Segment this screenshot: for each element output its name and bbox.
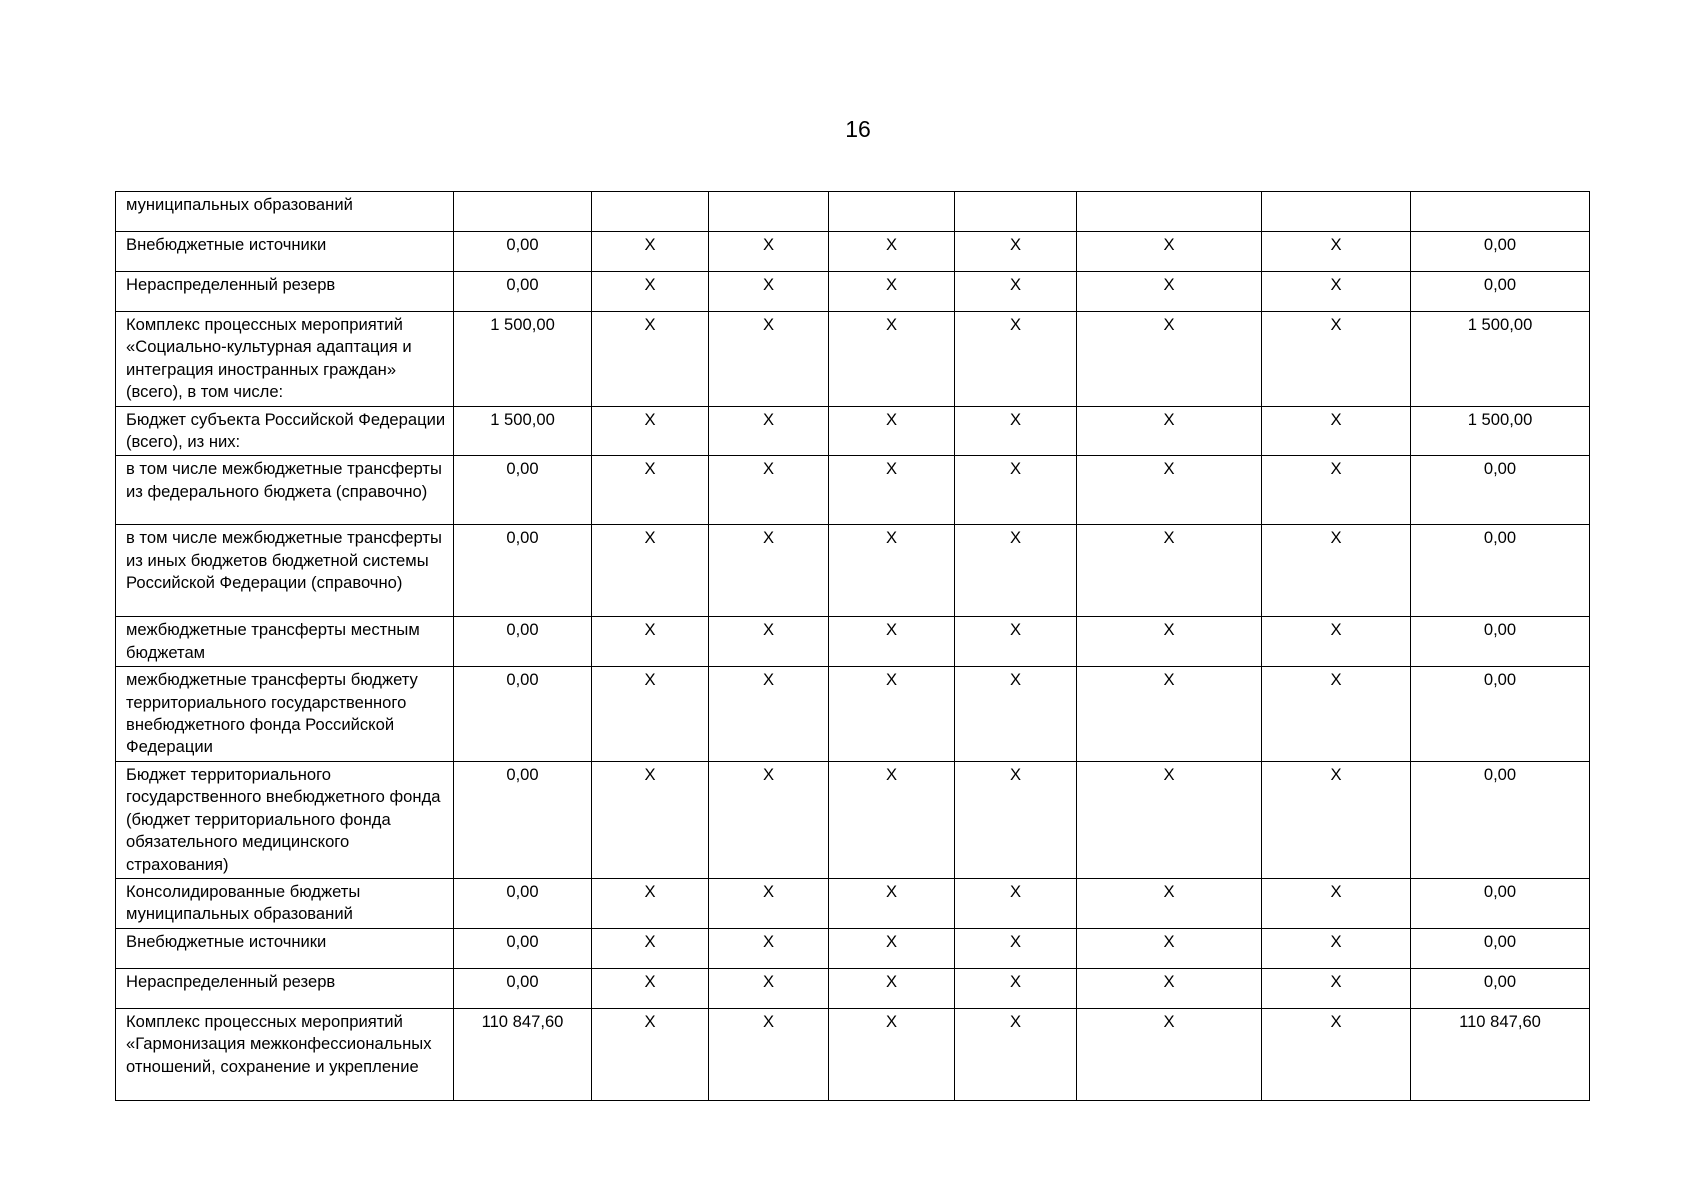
mark-cell: X xyxy=(592,928,709,968)
table-row xyxy=(116,232,1590,272)
mark-cell xyxy=(1262,192,1411,232)
mark-cell: X xyxy=(955,456,1077,525)
mark-cell: X xyxy=(709,928,829,968)
table-row xyxy=(116,456,1590,525)
mark-cell: X xyxy=(1077,312,1262,407)
total-value-cell: 1 500,00 xyxy=(454,406,592,456)
mark-cell: X xyxy=(709,232,829,272)
mark-cell: X xyxy=(1077,406,1262,456)
mark-cell: X xyxy=(592,272,709,312)
mark-cell: X xyxy=(955,272,1077,312)
mark-cell: X xyxy=(829,928,955,968)
table-row xyxy=(116,878,1590,928)
mark-cell: X xyxy=(709,878,829,928)
result-value-cell: 1 500,00 xyxy=(1411,312,1590,407)
budget-table xyxy=(115,191,1590,1101)
mark-cell: X xyxy=(1077,667,1262,762)
row-label-cell: в том числе межбюджетные трансферты из федерального бюджета (справочно) xyxy=(116,456,454,525)
mark-cell: X xyxy=(709,761,829,878)
mark-cell: X xyxy=(829,456,955,525)
mark-cell: X xyxy=(1262,667,1411,762)
mark-cell: X xyxy=(709,1008,829,1100)
mark-cell: X xyxy=(1262,878,1411,928)
row-label-cell: в том числе межбюджетные трансферты из иных бюджетов бюджетной системы Российской Федерации (справочно) xyxy=(116,525,454,617)
row-label-cell: Нераспределенный резерв xyxy=(116,968,454,1008)
mark-cell: X xyxy=(592,232,709,272)
row-label-cell: Бюджет территориального государственного внебюджетного фонда (бюджет территориального фонда обязательного медицинского страхования) xyxy=(116,761,454,878)
row-label-cell: Комплекс процессных мероприятий «Гармонизация межконфессиональных отношений, сохранение и укрепление xyxy=(116,1008,454,1100)
mark-cell: X xyxy=(1262,456,1411,525)
mark-cell: X xyxy=(1262,928,1411,968)
mark-cell xyxy=(592,192,709,232)
row-label-cell: муниципальных образований xyxy=(116,192,454,232)
row-label-cell: Нераспределенный резерв xyxy=(116,272,454,312)
row-label-cell: межбюджетные трансферты местным бюджетам xyxy=(116,617,454,667)
result-value-cell: 0,00 xyxy=(1411,968,1590,1008)
mark-cell: X xyxy=(829,232,955,272)
mark-cell xyxy=(829,192,955,232)
mark-cell: X xyxy=(829,1008,955,1100)
mark-cell: X xyxy=(829,312,955,407)
table-row xyxy=(116,272,1590,312)
result-value-cell: 0,00 xyxy=(1411,667,1590,762)
mark-cell: X xyxy=(592,312,709,407)
mark-cell: X xyxy=(1262,1008,1411,1100)
mark-cell: X xyxy=(592,406,709,456)
result-value-cell: 0,00 xyxy=(1411,232,1590,272)
mark-cell: X xyxy=(709,312,829,407)
mark-cell xyxy=(955,192,1077,232)
mark-cell: X xyxy=(955,312,1077,407)
mark-cell: X xyxy=(955,667,1077,762)
mark-cell: X xyxy=(1262,617,1411,667)
mark-cell: X xyxy=(1077,968,1262,1008)
result-value-cell: 1 500,00 xyxy=(1411,406,1590,456)
mark-cell: X xyxy=(1077,272,1262,312)
table-body xyxy=(116,192,1590,1101)
total-value-cell: 0,00 xyxy=(454,968,592,1008)
result-value-cell: 0,00 xyxy=(1411,525,1590,617)
row-label-cell: Комплекс процессных мероприятий «Социально-культурная адаптация и интеграция иностранных граждан» (всего), в том числе: xyxy=(116,312,454,407)
mark-cell: X xyxy=(709,617,829,667)
row-label-cell: Внебюджетные источники xyxy=(116,928,454,968)
table-row xyxy=(116,617,1590,667)
mark-cell: X xyxy=(955,928,1077,968)
row-label-cell: Консолидированные бюджеты муниципальных образований xyxy=(116,878,454,928)
mark-cell: X xyxy=(709,272,829,312)
mark-cell: X xyxy=(1077,525,1262,617)
mark-cell: X xyxy=(1077,456,1262,525)
total-value-cell: 1 500,00 xyxy=(454,312,592,407)
table-row xyxy=(116,761,1590,878)
result-value-cell xyxy=(1411,192,1590,232)
mark-cell: X xyxy=(1262,312,1411,407)
mark-cell: X xyxy=(1077,1008,1262,1100)
total-value-cell: 0,00 xyxy=(454,928,592,968)
mark-cell: X xyxy=(829,968,955,1008)
mark-cell: X xyxy=(709,456,829,525)
mark-cell: X xyxy=(1077,617,1262,667)
mark-cell: X xyxy=(592,1008,709,1100)
table-row xyxy=(116,667,1590,762)
mark-cell: X xyxy=(955,525,1077,617)
mark-cell: X xyxy=(1077,928,1262,968)
mark-cell: X xyxy=(592,761,709,878)
total-value-cell: 0,00 xyxy=(454,617,592,667)
mark-cell: X xyxy=(955,1008,1077,1100)
total-value-cell: 0,00 xyxy=(454,761,592,878)
row-label-cell: Внебюджетные источники xyxy=(116,232,454,272)
mark-cell: X xyxy=(1262,272,1411,312)
mark-cell: X xyxy=(829,667,955,762)
total-value-cell: 0,00 xyxy=(454,272,592,312)
table-row xyxy=(116,1008,1590,1100)
table-row xyxy=(116,312,1590,407)
mark-cell: X xyxy=(1077,232,1262,272)
total-value-cell xyxy=(454,192,592,232)
mark-cell: X xyxy=(955,761,1077,878)
page-number: 16 xyxy=(845,116,871,142)
mark-cell: X xyxy=(829,617,955,667)
table-row xyxy=(116,968,1590,1008)
mark-cell xyxy=(1077,192,1262,232)
total-value-cell: 0,00 xyxy=(454,878,592,928)
result-value-cell: 0,00 xyxy=(1411,928,1590,968)
mark-cell: X xyxy=(592,667,709,762)
result-value-cell: 0,00 xyxy=(1411,617,1590,667)
table-row xyxy=(116,928,1590,968)
row-label-cell: Бюджет субъекта Российской Федерации (всего), из них: xyxy=(116,406,454,456)
row-label-cell: межбюджетные трансферты бюджету территориального государственного внебюджетного фонда Российской Федерации xyxy=(116,667,454,762)
total-value-cell: 0,00 xyxy=(454,667,592,762)
table-row xyxy=(116,525,1590,617)
mark-cell: X xyxy=(592,525,709,617)
result-value-cell: 0,00 xyxy=(1411,878,1590,928)
mark-cell xyxy=(709,192,829,232)
mark-cell: X xyxy=(829,761,955,878)
result-value-cell: 0,00 xyxy=(1411,456,1590,525)
total-value-cell: 0,00 xyxy=(454,525,592,617)
mark-cell: X xyxy=(829,272,955,312)
mark-cell: X xyxy=(955,406,1077,456)
mark-cell: X xyxy=(955,232,1077,272)
mark-cell: X xyxy=(1262,761,1411,878)
mark-cell: X xyxy=(955,617,1077,667)
mark-cell: X xyxy=(1262,232,1411,272)
mark-cell: X xyxy=(592,968,709,1008)
result-value-cell: 0,00 xyxy=(1411,272,1590,312)
mark-cell: X xyxy=(1077,878,1262,928)
table-row xyxy=(116,406,1590,456)
result-value-cell: 110 847,60 xyxy=(1411,1008,1590,1100)
mark-cell: X xyxy=(1262,406,1411,456)
mark-cell: X xyxy=(592,617,709,667)
mark-cell: X xyxy=(709,968,829,1008)
mark-cell: X xyxy=(709,667,829,762)
mark-cell: X xyxy=(955,968,1077,1008)
total-value-cell: 0,00 xyxy=(454,456,592,525)
result-value-cell: 0,00 xyxy=(1411,761,1590,878)
total-value-cell: 110 847,60 xyxy=(454,1008,592,1100)
mark-cell: X xyxy=(829,406,955,456)
mark-cell: X xyxy=(955,878,1077,928)
mark-cell: X xyxy=(709,406,829,456)
mark-cell: X xyxy=(1262,968,1411,1008)
total-value-cell: 0,00 xyxy=(454,232,592,272)
mark-cell: X xyxy=(1077,761,1262,878)
mark-cell: X xyxy=(709,525,829,617)
mark-cell: X xyxy=(1262,525,1411,617)
table-row xyxy=(116,192,1590,232)
mark-cell: X xyxy=(829,525,955,617)
mark-cell: X xyxy=(829,878,955,928)
mark-cell: X xyxy=(592,878,709,928)
mark-cell: X xyxy=(592,456,709,525)
